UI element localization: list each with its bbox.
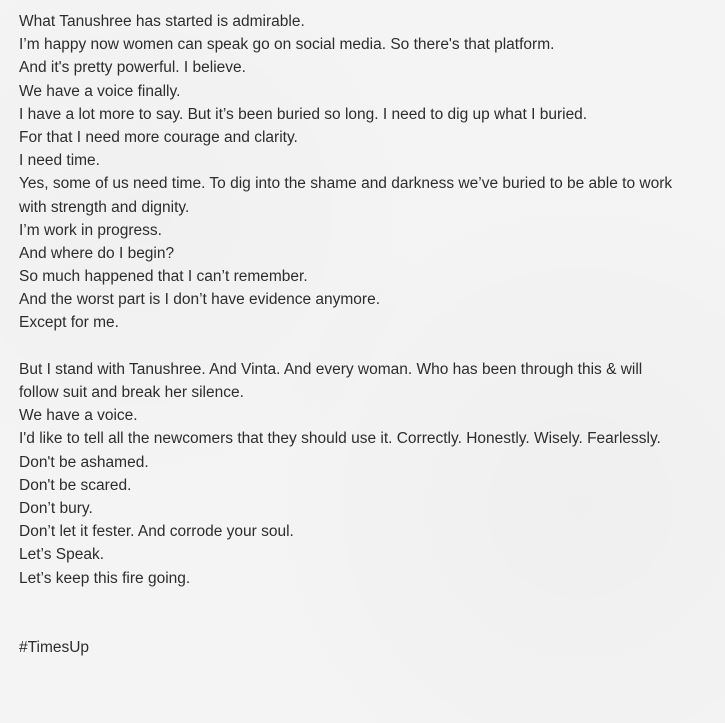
note-line: I’m happy now women can speak go on social media. So there's that platform. [19,36,555,54]
note-line: Let’s Speak. [19,546,105,564]
note-line: Don’t let it fester. And corrode your soul. [19,523,294,541]
note-line: I'd like to tell all the newcomers that they should use it. Correctly. Honestly. Wisely. Fearlessly. [19,430,661,448]
note-line: Except for me. [19,314,119,332]
paragraph-spacer [19,335,725,358]
note-line: Let’s keep this fire going. [19,569,191,587]
note-line: And it's pretty powerful. I believe. [19,59,246,77]
note-body [19,10,725,659]
note-line: But I stand with Tanushree. And Vinta. And every woman. Who has been through this & will [19,360,643,378]
note-line: I’m work in progress. [19,221,162,239]
note-line: Yes, some of us need time. To dig into the shame and darkness we’ve buried to be able to work [19,175,673,193]
note-line: We have a voice finally. [19,82,181,100]
note-line: with strength and dignity. [19,198,190,216]
note-line: And the worst part is I don’t have evidence anymore. [19,291,381,309]
note-line: We have a voice. [19,407,138,425]
note-line: What Tanushree has started is admirable. [19,13,305,30]
paragraph-spacer [19,590,725,636]
note-line: I need time. [19,152,100,170]
hashtag: #TimesUp [19,639,90,657]
note-line: Don't be scared. [19,476,132,494]
note-line: For that I need more courage and clarity. [19,128,298,146]
note-line: I have a lot more to say. But it’s been buried so long. I need to dig up what I buried. [19,105,588,123]
note-line: And where do I begin? [19,244,175,262]
paragraph-1 [19,10,725,335]
note-line: So much happened that I can’t remember. [19,268,308,286]
paragraph-2 [19,358,725,590]
note-line: Don't be ashamed. [19,453,149,471]
note-line: Don’t bury. [19,499,93,517]
note-line: follow suit and break her silence. [19,384,244,401]
